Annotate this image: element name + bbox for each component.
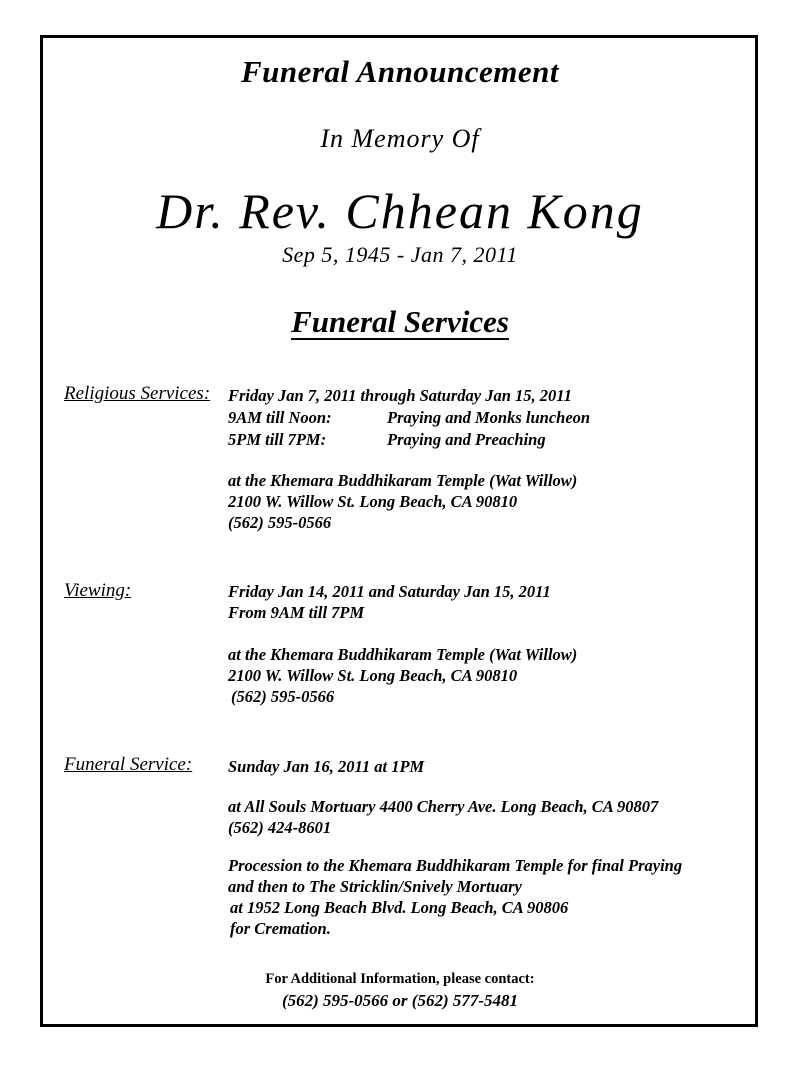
viewing-address: 2100 W. Willow St. Long Beach, CA 90810 <box>228 666 518 685</box>
announcement-title: Funeral Announcement <box>240 54 560 89</box>
procession-line-2: and then to The Stricklin/Snively Mortuary <box>228 877 522 896</box>
viewing-venue: at the Khemara Buddhikaram Temple (Wat Willow) <box>228 645 578 664</box>
viewing-dates: Friday Jan 14, 2011 and Saturday Jan 15, 2011 <box>228 582 551 601</box>
contact-label: For Additional Information, please contact: <box>265 971 535 987</box>
religious-phone: (562) 595-0566 <box>228 513 332 532</box>
religious-desc-2: Praying and Preaching <box>387 430 546 449</box>
funeral-date: Sunday Jan 16, 2011 at 1PM <box>228 757 425 776</box>
religious-date-range: Friday Jan 7, 2011 through Saturday Jan 15, 2011 <box>228 386 572 405</box>
in-memory-of: In Memory Of <box>320 124 480 153</box>
viewing-hours: From 9AM till 7PM <box>228 603 365 622</box>
funeral-service-label: Funeral Service: <box>64 754 193 775</box>
religious-venue: at the Khemara Buddhikaram Temple (Wat Willow) <box>228 471 578 490</box>
funeral-mortuary-phone: (562) 424-8601 <box>228 818 332 837</box>
viewing-phone: (562) 595-0566 <box>231 687 335 706</box>
viewing-label: Viewing: <box>64 580 132 601</box>
funeral-mortuary: at All Souls Mortuary 4400 Cherry Ave. Long Beach, CA 90807 <box>228 797 659 816</box>
contact-phones: (562) 595-0566 or (562) 577-5481 <box>281 991 519 1010</box>
religious-time-1: 9AM till Noon: <box>228 408 332 427</box>
procession-line-1: Procession to the Khemara Buddhikaram Temple for final Praying <box>228 856 683 875</box>
religious-time-2: 5PM till 7PM: <box>228 430 327 449</box>
religious-address: 2100 W. Willow St. Long Beach, CA 90810 <box>228 492 518 511</box>
procession-line-3: at 1952 Long Beach Blvd. Long Beach, CA 90806 <box>230 898 569 917</box>
life-dates: Sep 5, 1945 - Jan 7, 2011 <box>282 242 518 267</box>
funeral-services-heading: Funeral Services <box>291 304 509 339</box>
procession-line-4: for Cremation. <box>230 919 331 938</box>
religious-desc-1: Praying and Monks luncheon <box>387 408 591 427</box>
deceased-name: Dr. Rev. Chhean Kong <box>156 183 644 239</box>
religious-services-label: Religious Services: <box>64 383 211 404</box>
